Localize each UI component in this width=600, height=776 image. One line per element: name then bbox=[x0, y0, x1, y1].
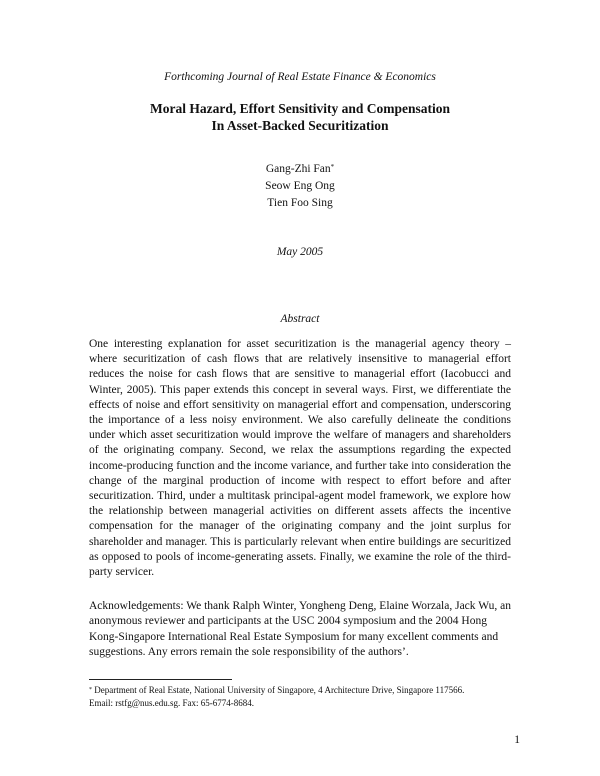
footnote-line-1: * Department of Real Estate, National University of Singapore, 4 Architecture Drive, Singapore 117566. bbox=[89, 685, 465, 695]
title-line-1: Moral Hazard, Effort Sensitivity and Compensation bbox=[150, 101, 450, 116]
acknowledgements: Acknowledgements: We thank Ralph Winter, Yongheng Deng, Elaine Worzala, Jack Wu, an anonymous reviewer and participants at the USC 2004 symposium and the 2004 Hong Kong-Singapore International Real Estate Symposium for many excellent comments and suggestions. Any errors remain the sole responsibility of the authors’. bbox=[89, 600, 511, 659]
abstract-heading: Abstract bbox=[280, 313, 320, 325]
footnote bbox=[89, 684, 519, 709]
title-line-2: In Asset-Backed Securitization bbox=[211, 118, 389, 133]
abstract-body: One interesting explanation for asset securitization is the managerial agency theory – where securitization of cash flows that are relatively insensitive to managerial effort reduces the noise for cash flows that are sensitive to managerial effort (Iacobucci and Winter, 2005). This paper extends this concept in several ways. First, we differentiate the effects of noise and effort sensitivity on managerial effort and compensation, underscoring the importance of a less noisy environment. We also carefully delineate the conditions under which asset securitization would improve the welfare of managers and shareholders of the originating company. Second, we relax the assumptions regarding the expected income-producing function and the income variance, and further take into consideration the change of the marginal production of income with respect to effort before and after securitization. Third, under a multitask principal-agent model framework, we explore how the relationship between managerial activities on different assets affects the incentive compensation for the manager of the originating company and the joint surplus for shareholder and manager. This is particularly relevant when entire buildings are securitized as opposed to pools of income-generating assets. Finally, we examine the role of the third-party servicer. bbox=[89, 338, 511, 579]
author-list bbox=[0, 161, 600, 212]
author-name: Seow Eng Ong bbox=[265, 180, 335, 192]
paper-title bbox=[0, 100, 600, 134]
author-footnote-mark: * bbox=[330, 163, 335, 171]
footnote-mark: * bbox=[89, 687, 92, 693]
journal-name: Forthcoming Journal of Real Estate Finance & Economics bbox=[164, 71, 436, 83]
footnote-line-2: Email: rstfg@nus.edu.sg. Fax: 65-6774-8684. bbox=[89, 697, 255, 708]
publication-date: May 2005 bbox=[276, 246, 324, 258]
footnote-divider bbox=[89, 679, 232, 680]
author-name: Tien Foo Sing bbox=[267, 197, 333, 209]
author-name: Gang-Zhi Fan* bbox=[265, 163, 335, 175]
page-number: 1 bbox=[514, 734, 520, 746]
